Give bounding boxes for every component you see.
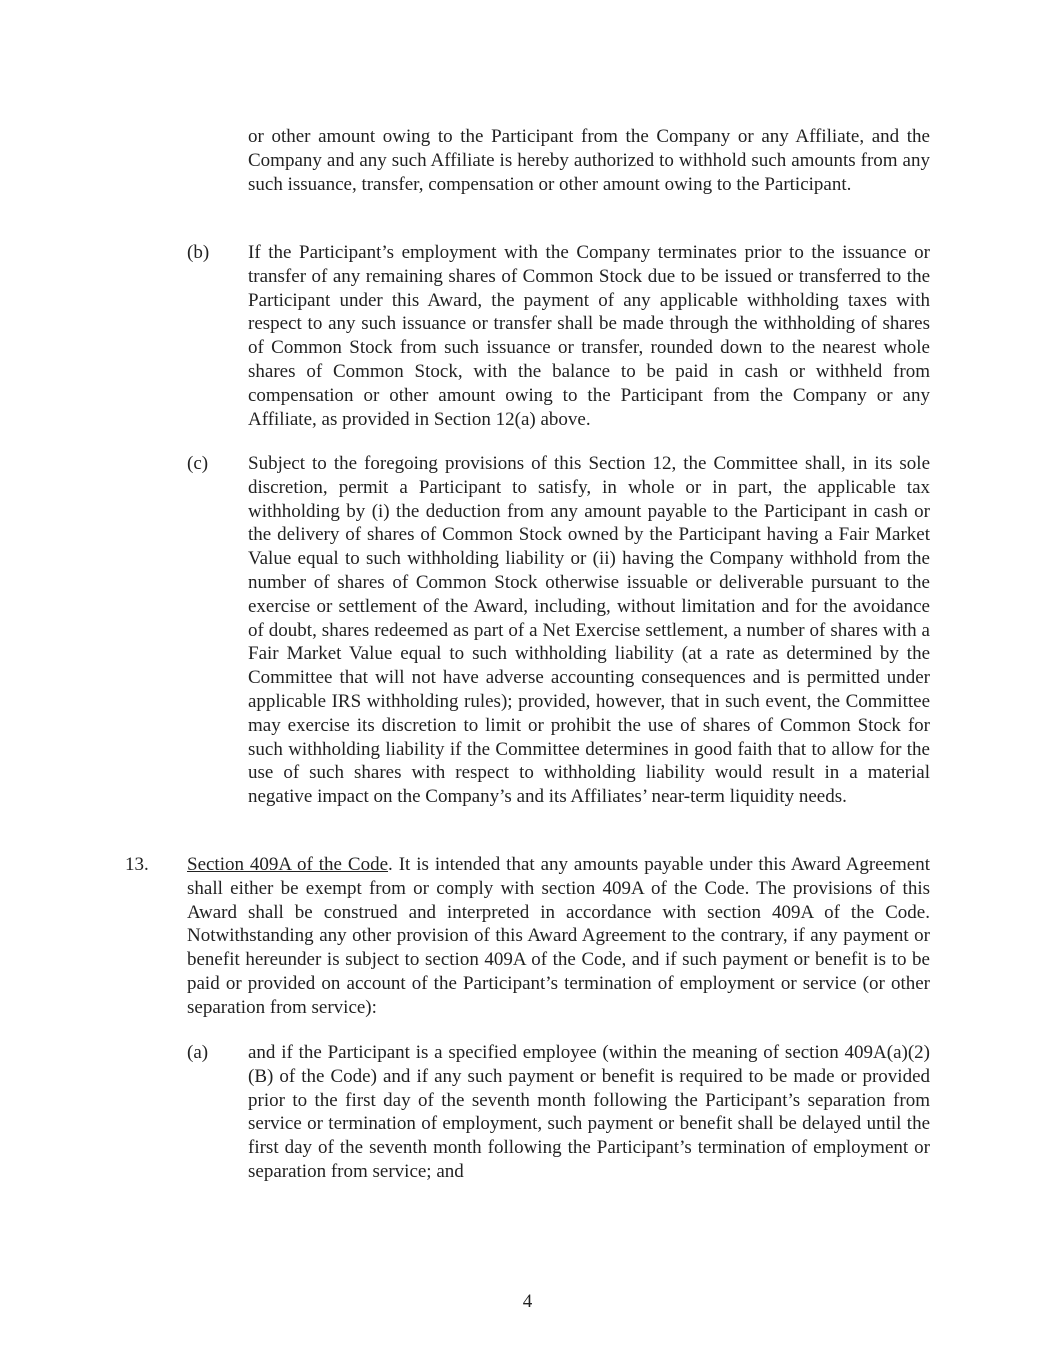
continuation-paragraph: or other amount owing to the Participant from the Company or any Affiliate, and the Company and any such Affiliate is hereby authorized to withhold such amounts from any such issuance, transfer, compensation or other amount owing to the Participant. [248,126,930,195]
section-number: 13. [125,854,149,875]
section-13-paragraph [187,853,930,1020]
section-body: . It is intended that any amounts payable under this Award Agreement shall either be exempt from or comply with section 409A of the Code. The provisions of this Award shall be construed and interpreted in accordance with section 409A of the Code. Notwithstanding any other provision of this Award Agreement to the contrary, if any payment or benefit hereunder is subject to section 409A of the Code, and if such payment or benefit is to be paid or provided on account of the Participant’s termination of employment or service (or other separation from service): [187,854,930,1018]
item-text: and if the Participant is a specified employee (within the meaning of section 409A(a)(2)(B) of the Code) and if any such payment or benefit is required to be made or provided prior to the first day of the seventh month following the Participant’s separation from service or termination of employment, such payment or benefit shall be delayed until the first day of the seventh month following the Participant’s termination of employment or separation from service; and [248,1042,930,1182]
item-text: If the Participant’s employment with the Company terminates prior to the issuance or transfer of any remaining shares of Common Stock due to be issued or transferred to the Participant under this Award, the payment of any applicable withholding taxes with respect to any such issuance or transfer shall be made through the withholding of shares of Common Stock from such issuance or transfer, rounded down to the nearest whole shares of Common Stock, with the balance to be paid in cash or withheld from compensation or other amount owing to the Participant from the Company or any Affiliate, as provided in Section 12(a) above. [248,242,930,430]
item-label: (c) [187,453,209,474]
item-text: Subject to the foregoing provisions of this Section 12, the Committee shall, in its sole discretion, permit a Participant to satisfy, in whole or in part, the applicable tax withholding by (i) the deduction from any amount payable to the Participant in cash or the delivery of shares of Common Stock owned by the Participant having a Fair Market Value equal to such withholding liability or (ii) having the Company withhold from the number of shares of Common Stock otherwise issuable or deliverable pursuant to the exercise or settlement of the Award, including, without limitation and for the avoidance of doubt, shares redeemed as part of a Net Exercise settlement, a number of shares with a Fair Market Value equal to such withholding liability (at a rate as determined by the Committee that will not have adverse accounting consequences and is permitted under applicable IRS withholding rules); provided, however, that in such event, the Committee may exercise its discretion to limit or prohibit the use of shares of Common Stock for such withholding liability if the Committee determines in good faith that to allow for the use of such shares with respect to withholding liability would result in a material negative impact on the Company’s and its Affiliates’ near-term liquidity needs. [248,453,930,808]
item-label: (a) [187,1042,209,1063]
page-number: 4 [522,1291,533,1312]
section-heading: Section 409A of the Code [187,854,389,875]
item-label: (b) [187,242,210,263]
